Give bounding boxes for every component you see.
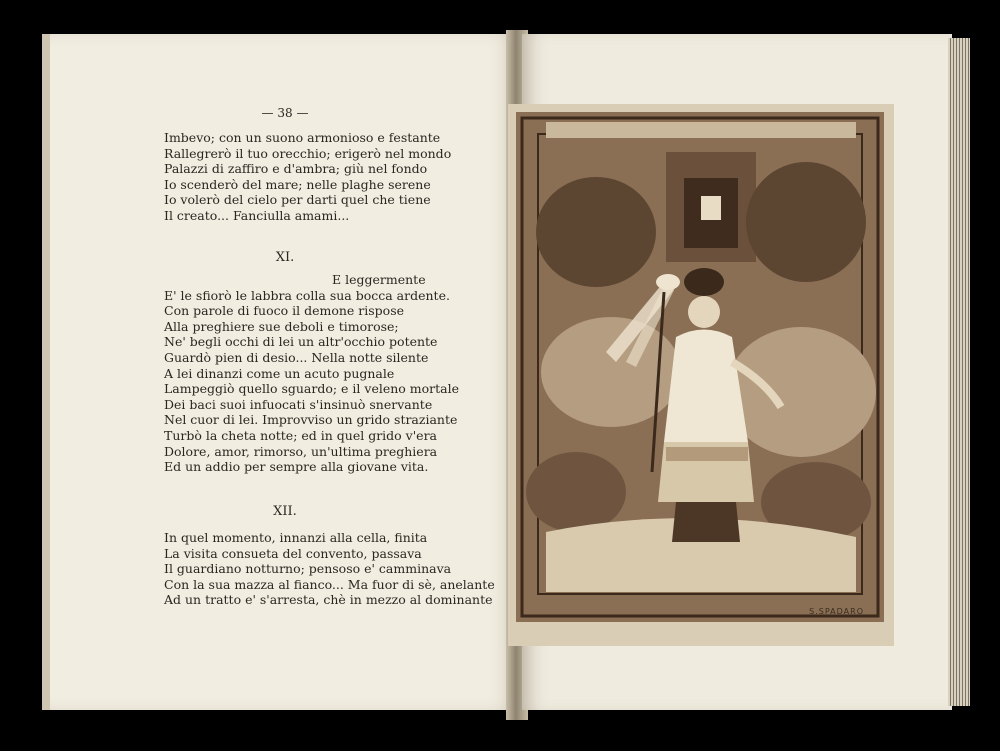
- verse-line: Ne' begli occhi di lei un altr'occhio potente: [164, 334, 438, 350]
- verse-line: Nel cuor di lei. Improvviso un grido straziante: [164, 412, 458, 428]
- left-page: [42, 34, 520, 710]
- verse-line: Palazzi di zaffiro e d'ambra; giù nel fondo: [164, 161, 428, 177]
- verse-line: Ed un addio per sempre alla giovane vita.: [164, 459, 429, 475]
- page-edges: [948, 38, 970, 706]
- verse-line: In quel momento, innanzi alla cella, finita: [164, 530, 428, 545]
- illustration-woman-in-garden: [516, 112, 884, 622]
- section-xii-title: XII.: [273, 504, 297, 519]
- verse-line: Alla preghiere sue deboli e timorose;: [164, 318, 399, 334]
- verse-line: Guardò pien di desio... Nella notte silente: [164, 349, 429, 365]
- verse-line: La visita consueta del convento, passava: [164, 545, 422, 561]
- verse-line: Io volerò del cielo per darti quel che tiene: [164, 192, 431, 208]
- illustration-drawing: [516, 112, 884, 622]
- verse-line: Turbò la cheta notte; ed in quel grido v'era: [164, 427, 438, 443]
- verse-line: Imbevo; con un suono armonioso e festante: [164, 130, 441, 145]
- illustration-signature: S.SPADARO: [809, 607, 864, 616]
- section-xi-title: XI.: [275, 250, 295, 265]
- verse-line: E' le sfiorò le labbra colla sua bocca ardente.: [164, 287, 450, 303]
- verse-line: Io scenderò del mare; nelle plaghe serene: [164, 176, 431, 192]
- verse-line: Con la sua mazza al fianco... Ma fuor di sè, anelante: [164, 576, 495, 592]
- verse-line: Dei baci suoi infuocati s'insinuò snervante: [164, 396, 433, 412]
- verse-line: Lampeggiò quello sguardo; e il veleno mortale: [164, 381, 460, 397]
- stanza-xii: [164, 530, 514, 608]
- stanza-1: [164, 130, 514, 224]
- verse-line: A lei dinanzi come un acuto pugnale: [164, 365, 395, 381]
- verse-line: Il guardiano notturno; pensoso e' camminava: [164, 561, 452, 577]
- stanza-xi: [164, 272, 514, 475]
- verse-line: Con parole di fuoco il demone rispose: [164, 303, 405, 319]
- verse-line: E leggermente: [332, 272, 426, 287]
- verse-line: Ad un tratto e' s'arresta, chè in mezzo al dominante: [164, 592, 493, 608]
- illustration-plate: [508, 104, 894, 646]
- verse-line: Rallegrerò il tuo orecchio; erigerò nel mondo: [164, 145, 452, 161]
- verse-line: Il creato... Fanciulla amami...: [164, 207, 350, 223]
- page-number: — 38 —: [261, 106, 309, 120]
- verse-line: Dolore, amor, rimorso, un'ultima preghiera: [164, 443, 438, 459]
